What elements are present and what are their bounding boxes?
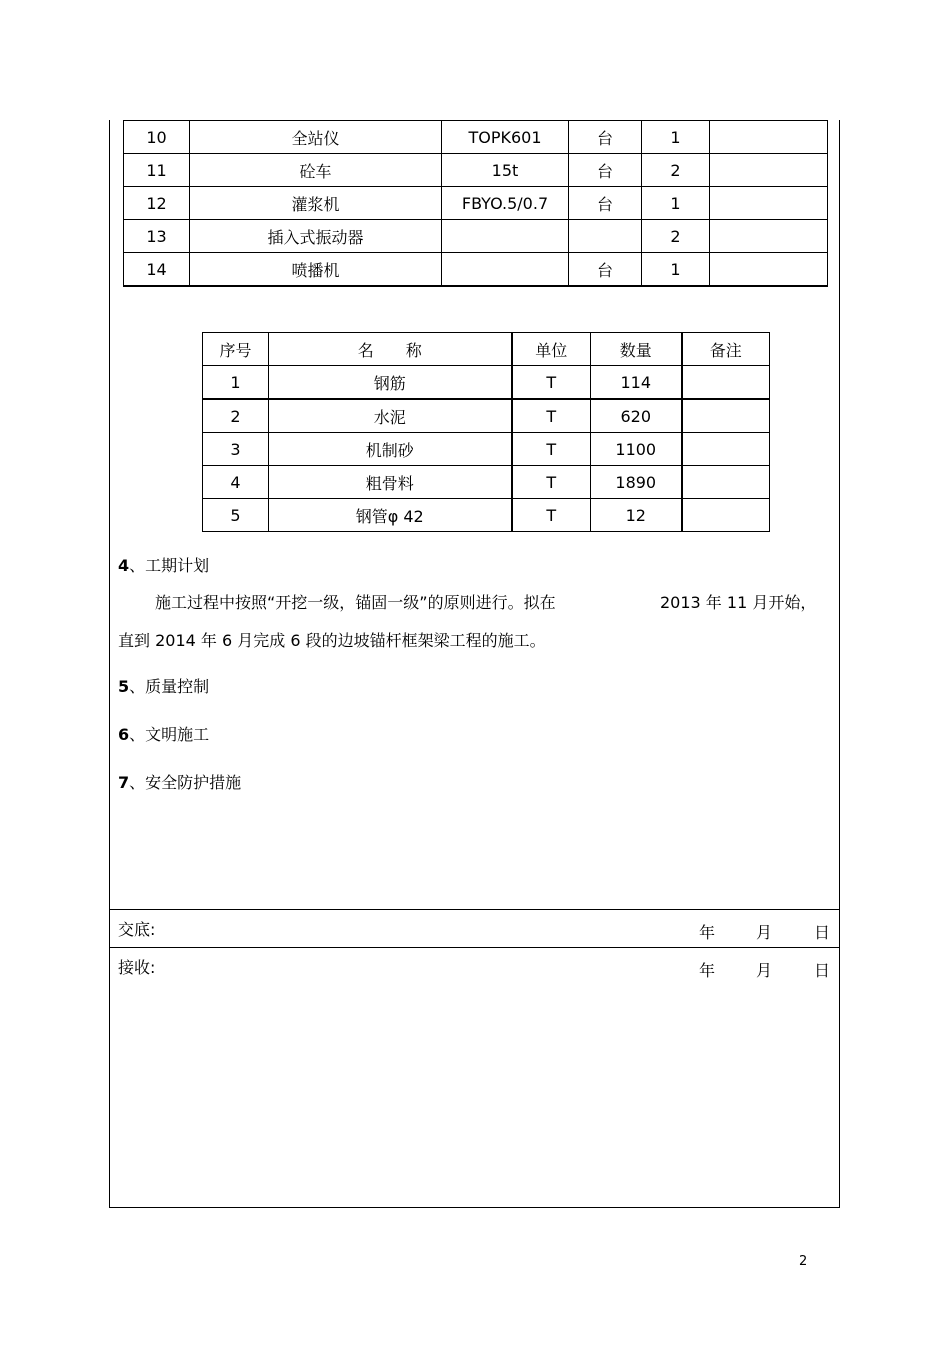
material-cell-note — [682, 399, 770, 433]
equipment-cell-qty: 2 — [642, 220, 710, 253]
material-cell-qty: 12 — [591, 499, 682, 532]
equipment-cell-qty: 1 — [642, 187, 710, 220]
section-7-number: 7 — [118, 773, 130, 792]
section-7-title: 、安全防护措施 — [129, 773, 242, 792]
equipment-cell-model — [442, 253, 569, 287]
equipment-cell-unit: 台 — [569, 253, 642, 287]
section-7-heading — [118, 773, 241, 793]
material-cell-no: 4 — [203, 466, 269, 499]
equipment-row — [124, 220, 828, 253]
material-cell-name: 钢筋 — [269, 366, 512, 400]
material-cell-unit: T — [512, 433, 591, 466]
material-row — [203, 466, 770, 499]
schedule-paragraph-line2: 直到 2014 年 6 月完成 6 段的边坡锚杆框架梁工程的施工。 — [118, 631, 546, 650]
equipment-cell-model: TOPK601 — [442, 121, 569, 154]
material-cell-name: 粗骨料 — [269, 466, 512, 499]
material-cell-no: 5 — [203, 499, 269, 532]
handover-year: 年 — [699, 923, 716, 942]
equipment-cell-no: 12 — [124, 187, 190, 220]
section-4-title: 、工期计划 — [129, 556, 210, 575]
equipment-cell-name: 插入式振动器 — [190, 220, 442, 253]
materials-table — [202, 332, 770, 532]
schedule-paragraph-line1a: 施工过程中按照“开挖一级，锚固一级”的原则进行。拟在 — [155, 593, 556, 612]
section-6-number: 6 — [118, 725, 130, 744]
equipment-cell-model — [442, 220, 569, 253]
receive-label: 接收: — [118, 958, 156, 977]
material-cell-unit: T — [512, 399, 591, 433]
material-cell-name: 水泥 — [269, 399, 512, 433]
equipment-cell-note — [710, 220, 828, 253]
equipment-cell-qty: 1 — [642, 121, 710, 154]
header-unit: 单位 — [512, 333, 591, 366]
divider-handover — [110, 909, 839, 910]
section-6-heading — [118, 725, 209, 745]
divider-receive — [110, 947, 839, 948]
equipment-cell-name: 灌浆机 — [190, 187, 442, 220]
header-no: 序号 — [203, 333, 269, 366]
header-name: 名 称 — [269, 333, 512, 366]
material-cell-unit: T — [512, 499, 591, 532]
handover-month: 月 — [756, 923, 773, 942]
equipment-row — [124, 187, 828, 220]
equipment-cell-note — [710, 253, 828, 287]
equipment-cell-model: 15t — [442, 154, 569, 187]
equipment-cell-unit: 台 — [569, 121, 642, 154]
schedule-paragraph-line1b: 2013 年 11 月开始， — [660, 593, 817, 612]
section-4-heading — [118, 556, 209, 576]
equipment-cell-name: 喷播机 — [190, 253, 442, 287]
material-cell-note — [682, 433, 770, 466]
material-cell-qty: 1100 — [591, 433, 682, 466]
equipment-cell-note — [710, 121, 828, 154]
page-number: 2 — [799, 1254, 808, 1269]
material-cell-qty: 620 — [591, 399, 682, 433]
equipment-cell-unit: 台 — [569, 187, 642, 220]
equipment-cell-model: FBYO.5/0.7 — [442, 187, 569, 220]
header-qty: 数量 — [591, 333, 682, 366]
equipment-cell-note — [710, 154, 828, 187]
material-cell-no: 3 — [203, 433, 269, 466]
material-row — [203, 366, 770, 400]
section-6-title: 、文明施工 — [129, 725, 210, 744]
section-4-number: 4 — [118, 556, 130, 575]
equipment-cell-no: 11 — [124, 154, 190, 187]
equipment-cell-unit: 台 — [569, 154, 642, 187]
material-cell-qty: 1890 — [591, 466, 682, 499]
equipment-cell-name: 全站仪 — [190, 121, 442, 154]
section-5-heading — [118, 677, 209, 697]
material-cell-qty: 114 — [591, 366, 682, 400]
header-note: 备注 — [682, 333, 770, 366]
section-5-title: 、质量控制 — [129, 677, 210, 696]
material-cell-name: 机制砂 — [269, 433, 512, 466]
equipment-row — [124, 121, 828, 154]
equipment-row — [124, 154, 828, 187]
handover-label: 交底: — [118, 920, 156, 939]
material-cell-name: 钢管φ 42 — [269, 499, 512, 532]
material-cell-note — [682, 499, 770, 532]
material-cell-unit: T — [512, 466, 591, 499]
equipment-cell-no: 10 — [124, 121, 190, 154]
equipment-cell-no: 13 — [124, 220, 190, 253]
material-row — [203, 399, 770, 433]
receive-year: 年 — [699, 961, 716, 980]
equipment-table — [123, 120, 828, 287]
material-cell-unit: T — [512, 366, 591, 400]
equipment-cell-qty: 2 — [642, 154, 710, 187]
handover-day: 日 — [814, 923, 831, 942]
equipment-row — [124, 253, 828, 287]
equipment-cell-name: 砼车 — [190, 154, 442, 187]
equipment-cell-unit — [569, 220, 642, 253]
equipment-cell-no: 14 — [124, 253, 190, 287]
material-cell-no: 2 — [203, 399, 269, 433]
table-header-row — [203, 333, 770, 366]
material-cell-note — [682, 366, 770, 400]
section-5-number: 5 — [118, 677, 130, 696]
equipment-cell-note — [710, 187, 828, 220]
material-row — [203, 433, 770, 466]
material-cell-note — [682, 466, 770, 499]
material-row — [203, 499, 770, 532]
receive-month: 月 — [756, 961, 773, 980]
material-cell-no: 1 — [203, 366, 269, 400]
receive-day: 日 — [814, 961, 831, 980]
equipment-cell-qty: 1 — [642, 253, 710, 287]
